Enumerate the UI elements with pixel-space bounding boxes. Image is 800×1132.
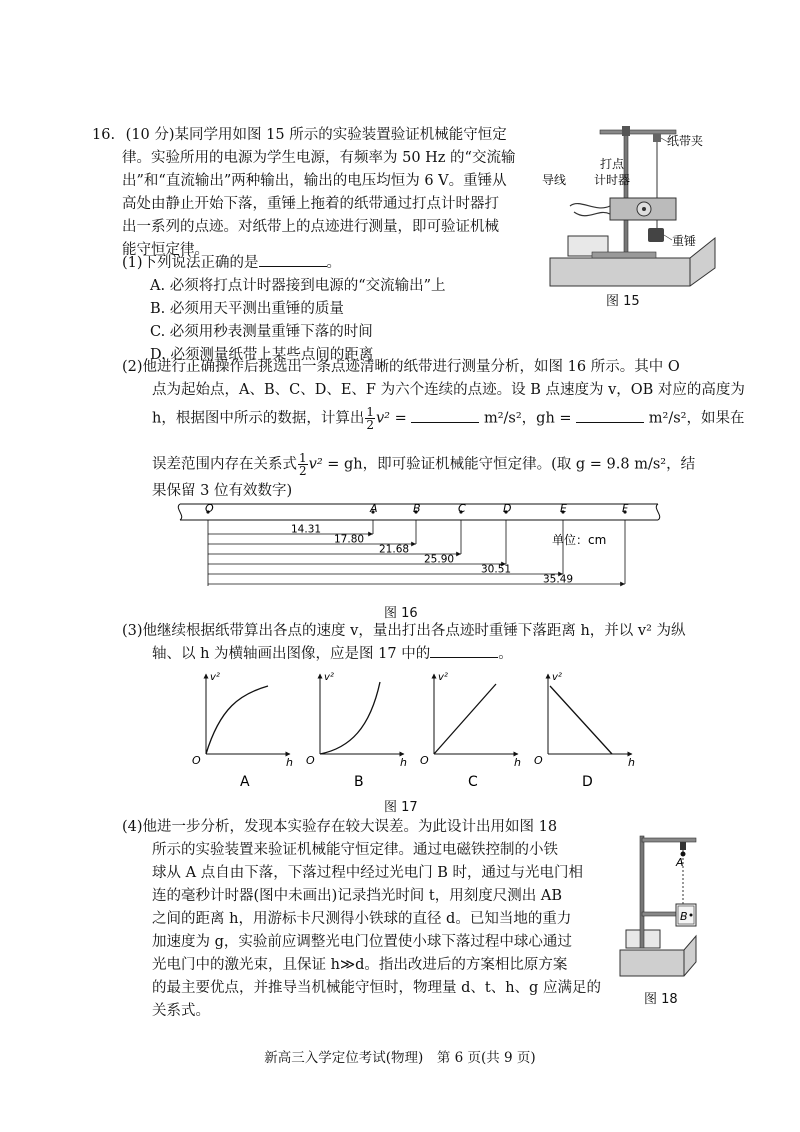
- part-2: [122, 356, 745, 506]
- line-d: [550, 686, 612, 754]
- graph-a-label: A: [240, 774, 250, 790]
- graph-d-x: h: [628, 756, 635, 769]
- graph-a-x: h: [286, 756, 293, 769]
- part-3-answer-blank[interactable]: [430, 643, 498, 658]
- graph-c-x: h: [514, 756, 521, 769]
- fraction-variable: v²: [375, 410, 390, 427]
- tape-label-e: E: [560, 502, 567, 515]
- part-3-line-2: [152, 643, 513, 665]
- label-timer-2: 计时器: [594, 173, 631, 187]
- line-c: [434, 684, 496, 754]
- question-number: 16.: [92, 127, 116, 143]
- part-2-line-3-text: h，根据图中所示的数据，计算出: [152, 410, 365, 427]
- part-2-line-3: [152, 406, 745, 431]
- part-2-line-2: 点为起始点，A、B、C、D、E、F 为六个连续的点迹。设 B 点速度为 v，OB 对应的高度为: [152, 382, 745, 398]
- option-d: D. 必须测量纸带上某些点间的距离: [150, 347, 374, 363]
- graph-b-origin: O: [306, 754, 315, 767]
- distance-label-4: 25.90: [424, 553, 455, 566]
- fig18-point-a: A: [676, 856, 684, 869]
- graph-b-y: v²: [324, 672, 334, 683]
- question-score: (10 分): [125, 127, 175, 143]
- part-4-line-4: 连的毫秒计时器(图中未画出)记录挡光时间 t，用刻度尺测出 AB: [152, 888, 562, 904]
- figure-18: [618, 826, 698, 982]
- part-4-line-3: 球从 A 点自由下落，下落过程中经过光电门 B 时，通过与光电门相: [152, 865, 584, 881]
- graph-a: [192, 672, 293, 790]
- question-16: [92, 124, 562, 264]
- part-1-stem-text: (1)下列说法正确的是: [122, 255, 259, 271]
- fraction-half-2: [298, 452, 308, 477]
- part-2-line-4-text: 误差范围内存在关系式: [152, 456, 297, 473]
- figure-15-caption: 图 15: [606, 294, 640, 309]
- part-4-line-8: 的最主要优点，并推导当机械能守恒时，物理量 d、t、h、g 应满足的: [152, 980, 601, 996]
- distance-label-2: 17.80: [334, 533, 365, 546]
- part-4-line-2: 所示的实验装置来验证机械能守恒定律。通过电磁铁控制的小铁: [152, 842, 558, 858]
- tape-label-o: O: [205, 502, 214, 515]
- graph-b: [306, 672, 407, 790]
- part-4-line-9: 关系式。: [152, 1003, 210, 1019]
- gh-blank[interactable]: [576, 408, 644, 423]
- part-2-line-4-tail: = gh，即可验证机械能守恒定律。(取 g = 9.8 m/s²，结: [327, 456, 696, 473]
- fraction-half: [365, 406, 375, 431]
- graph-d-origin: O: [534, 754, 543, 767]
- label-clip: 纸带夹: [667, 134, 704, 148]
- figure-17-caption: 图 17: [384, 800, 418, 815]
- graph-c-label: C: [468, 774, 478, 790]
- figure-18-caption: 图 18: [644, 992, 678, 1007]
- part-4-line-7: 光电门中的激光束，且保证 h≫d。指出改进后的方案相比原方案: [152, 957, 568, 973]
- part-2-line-4: [152, 452, 695, 477]
- graph-d-y: v²: [552, 672, 562, 683]
- intro-line-2: 律。实验所用的电源为学生电源，有频率为 50 Hz 的“交流输: [122, 150, 516, 166]
- intro-text-1: 某同学用如图 15 所示的实验装置验证机械能守恒定: [174, 127, 507, 143]
- graph-b-label: B: [354, 774, 364, 790]
- part-3-line-1: (3)他继续根据纸带算出各点的速度 v，量出打出各点迹时重锤下落距离 h，并以 v² 为纵: [122, 623, 686, 639]
- fraction-denominator: 2: [366, 418, 374, 432]
- part-2-line-1: (2)他进行正确操作后挑选出一条点迹清晰的纸带进行测量分析，如图 16 所示。其中 O: [122, 359, 680, 375]
- part-3-line-2-text: 轴、以 h 为横轴画出图像，应是图 17 中的: [152, 646, 431, 662]
- curve-a: [206, 686, 268, 754]
- part-2-line-5: 果保留 3 位有效数字): [152, 483, 293, 499]
- weight-shape: [648, 228, 664, 242]
- intro-line-1: [92, 124, 507, 146]
- distance-label-3: 21.68: [379, 543, 410, 556]
- unit-2-text: m²/s²，如果在: [648, 410, 745, 427]
- option-a: A. 必须将打点计时器接到电源的“交流输出”上: [150, 278, 446, 294]
- curve-b: [320, 682, 380, 754]
- part-1-stem: [122, 252, 341, 274]
- tape-label-c: C: [458, 502, 466, 515]
- part-4-line-1: (4)他进一步分析，发现本实验存在较大误差。为此设计出用如图 18: [122, 819, 558, 835]
- figure-17: [180, 668, 660, 796]
- graph-a-y: v²: [210, 672, 220, 683]
- label-wire: 导线: [542, 173, 567, 187]
- fraction-denominator-2: 2: [299, 464, 307, 478]
- part-1-stem-end: 。: [326, 255, 342, 271]
- page-footer: 新高三入学定位考试(物理) 第 6 页(共 9 页): [264, 1050, 536, 1066]
- part-1: [122, 252, 542, 362]
- figure-16: [170, 498, 670, 598]
- distance-label-6: 35.49: [543, 573, 574, 586]
- part-1-answer-blank[interactable]: [259, 252, 327, 267]
- tape-label-b: B: [413, 502, 421, 515]
- part-4: [122, 816, 612, 1026]
- label-weight: 重锤: [672, 234, 697, 248]
- figure-15: [540, 118, 720, 298]
- tape-label-f: F: [622, 502, 629, 515]
- unit-1-text: m²/s²，gh =: [483, 410, 572, 427]
- part-3-line-2-end: 。: [498, 646, 513, 662]
- graph-d-label: D: [582, 774, 593, 790]
- fraction-numerator: 1: [366, 405, 374, 419]
- graph-c-y: v²: [438, 672, 448, 683]
- part-4-line-6: 加速度为 g，实验前应调整光电门位置使小球下落过程中球心通过: [152, 934, 572, 950]
- graph-c-origin: O: [420, 754, 429, 767]
- graph-b-x: h: [400, 756, 407, 769]
- graph-d: [534, 672, 635, 790]
- intro-line-6: 能守恒定律。: [122, 242, 209, 258]
- tape-label-d: D: [503, 502, 512, 515]
- fraction-numerator-2: 1: [299, 451, 307, 465]
- tape-label-a: A: [370, 502, 378, 515]
- label-timer-1: 打点: [600, 157, 625, 171]
- intro-line-5: 出一系列的点迹。对纸带上的点迹进行测量，即可验证机械: [122, 219, 499, 235]
- part-4-line-5: 之间的距离 h，用游标卡尺测得小铁球的直径 d。已知当地的重力: [152, 911, 572, 927]
- distance-label-1: 14.31: [291, 523, 322, 536]
- distance-label-5: 30.51: [481, 563, 512, 576]
- tape-unit: 单位：cm: [552, 533, 607, 547]
- equals-sign: =: [394, 410, 407, 427]
- graph-a-origin: O: [192, 754, 201, 767]
- part-3: [122, 620, 686, 668]
- fig18-point-b: B: [680, 910, 688, 923]
- intro-line-3: 出”和“直流输出”两种输出，输出的电压均恒为 6 V。重锤从: [122, 173, 507, 189]
- graph-c: [420, 672, 521, 790]
- option-b: B. 必须用天平测出重锤的质量: [150, 301, 344, 317]
- intro-line-4: 高处由静止开始下落，重锤上拖着的纸带通过打点计时器打: [122, 196, 499, 212]
- option-c: C. 必须用秒表测量重锤下落的时间: [150, 324, 373, 340]
- half-v-squared-blank[interactable]: [411, 408, 479, 423]
- fraction-variable-2: v²: [308, 456, 323, 473]
- figure-16-caption: 图 16: [384, 606, 418, 621]
